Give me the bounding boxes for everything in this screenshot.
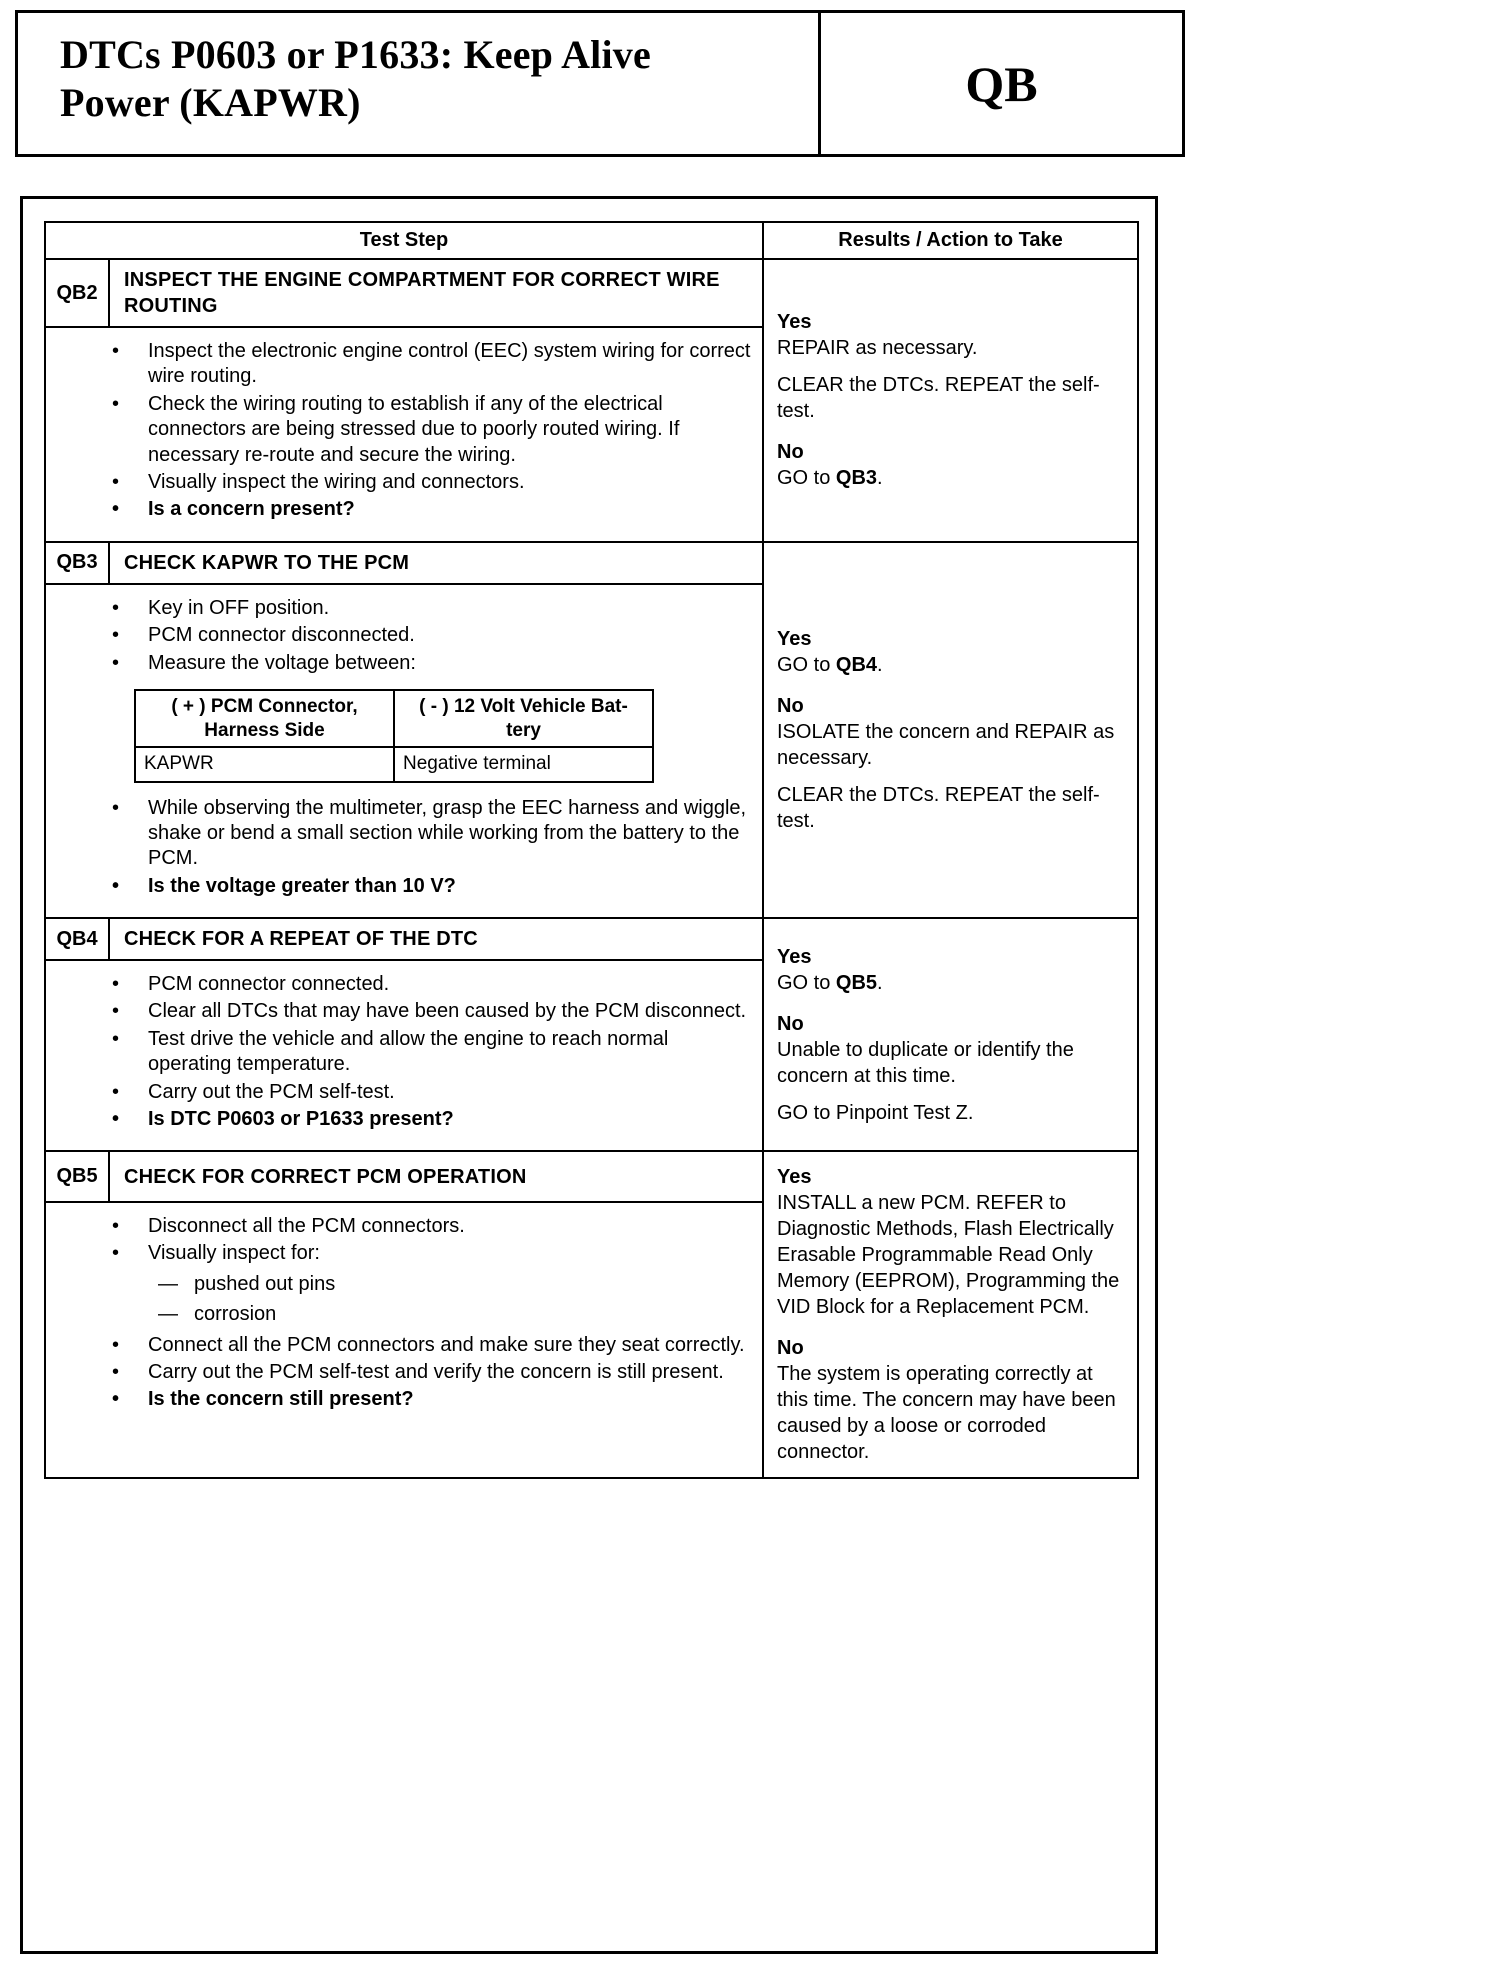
text-run: GO to bbox=[777, 467, 836, 490]
result-group bbox=[777, 309, 1127, 424]
step-title: CHECK KAPWR TO THE PCM bbox=[109, 542, 763, 584]
instruction-text: Check the wiring routing to establish if any of the electrical connectors are being stressed due to poorly routed wiring. If necessary re-route and secure the wiring. bbox=[148, 392, 680, 466]
instruction-item bbox=[112, 651, 754, 676]
result-group bbox=[777, 1335, 1127, 1465]
instruction-text: Test drive the vehicle and allow the engine to reach normal operating temperature. bbox=[148, 1027, 669, 1076]
instruction-item bbox=[112, 1214, 754, 1239]
pinpoint-test-code: QB bbox=[818, 13, 1182, 154]
instruction-text: Is the concern still present? bbox=[148, 1388, 414, 1411]
step-id: QB5 bbox=[45, 1151, 109, 1202]
instruction-item bbox=[112, 596, 754, 621]
bullet-icon: • bbox=[112, 498, 120, 521]
page-title-line1: DTCs P0603 or P1633: Keep Alive bbox=[60, 32, 651, 77]
result-label: Yes bbox=[777, 1166, 812, 1189]
instruction-item bbox=[112, 1360, 754, 1385]
instruction-text: Inspect the electronic engine control (EEC) system wiring for correct wire routing. bbox=[148, 340, 751, 388]
result-label: No bbox=[777, 1337, 804, 1360]
instruction-text: Measure the voltage between: bbox=[148, 651, 416, 674]
text-run: REPAIR as necessary. bbox=[777, 337, 978, 360]
instruction-item bbox=[112, 623, 754, 648]
step-ref: QB5 bbox=[835, 971, 878, 994]
result-group bbox=[777, 1011, 1127, 1126]
instruction-text: Carry out the PCM self-test. bbox=[148, 1080, 395, 1103]
step-header-row bbox=[45, 259, 1138, 327]
measurement-col-header: ( - ) 12 Volt Vehicle Bat- tery bbox=[394, 690, 653, 748]
instruction-text: Is the voltage greater than 10 V? bbox=[148, 874, 456, 897]
instruction-item bbox=[112, 874, 754, 899]
instruction-item bbox=[112, 1241, 754, 1266]
step-results bbox=[763, 542, 1138, 918]
content-box bbox=[20, 196, 1158, 1954]
instruction-item bbox=[112, 497, 754, 522]
bullet-icon: • bbox=[112, 1333, 120, 1356]
step-header-row bbox=[45, 542, 1138, 584]
result-label: Yes bbox=[777, 627, 812, 650]
result-group bbox=[777, 944, 1127, 996]
result-text bbox=[777, 372, 1127, 424]
instruction-text: Visually inspect the wiring and connectors. bbox=[148, 470, 525, 493]
result-text bbox=[777, 1100, 1127, 1126]
instruction-text: PCM connector disconnected. bbox=[148, 624, 415, 647]
bullet-icon: • bbox=[112, 874, 120, 897]
bullet-icon: • bbox=[112, 1108, 120, 1131]
step-title: CHECK FOR CORRECT PCM OPERATION bbox=[109, 1151, 763, 1202]
measurement-header-row bbox=[135, 690, 653, 748]
result-text bbox=[777, 970, 1127, 996]
result-label: No bbox=[777, 694, 804, 717]
step-id: QB3 bbox=[45, 542, 109, 584]
bullet-icon: • bbox=[112, 1214, 120, 1237]
bullet-icon: • bbox=[112, 1242, 120, 1265]
instruction-item bbox=[112, 470, 754, 495]
step-results bbox=[763, 918, 1138, 1151]
document-header bbox=[15, 10, 1185, 157]
result-text bbox=[777, 1190, 1127, 1320]
sub-instruction-text: pushed out pins bbox=[194, 1272, 336, 1295]
page-title bbox=[18, 13, 818, 154]
step-header-row bbox=[45, 1151, 1138, 1202]
result-label: No bbox=[777, 1012, 804, 1035]
step-id: QB2 bbox=[45, 259, 109, 327]
step-id: QB4 bbox=[45, 918, 109, 960]
result-text bbox=[777, 1361, 1127, 1465]
result-label: No bbox=[777, 441, 804, 464]
bullet-icon: • bbox=[112, 1000, 120, 1023]
sub-instruction-text: corrosion bbox=[194, 1303, 277, 1326]
result-group bbox=[777, 1164, 1127, 1320]
text-run: CLEAR the DTCs. REPEAT the self-test. bbox=[777, 374, 1100, 423]
instruction-text: Is DTC P0603 or P1633 present? bbox=[148, 1108, 454, 1131]
text-run: INSTALL a new PCM. REFER to Diagnostic Methods, Flash Electrically Erasable Programmable Read Only Memory (EEPROM), Programming the VID Block for a Replacement PCM. bbox=[777, 1192, 1120, 1319]
step-header-row bbox=[45, 918, 1138, 960]
text-run: The system is operating correctly at this time. The concern may have been caused by a loose or corroded connector. bbox=[777, 1363, 1116, 1464]
result-label: Yes bbox=[777, 311, 812, 334]
result-text bbox=[777, 652, 1127, 678]
test-steps-body bbox=[45, 259, 1138, 1478]
result-text bbox=[777, 782, 1127, 834]
bullet-icon: • bbox=[112, 1027, 120, 1050]
text-run: GO to bbox=[777, 971, 836, 994]
bullet-icon: • bbox=[112, 392, 120, 415]
step-ref: QB4 bbox=[835, 653, 878, 676]
instruction-item bbox=[112, 1333, 754, 1358]
instruction-text: Visually inspect for: bbox=[148, 1242, 320, 1265]
text-run: GO to Pinpoint Test Z. bbox=[777, 1101, 974, 1124]
instruction-item bbox=[112, 796, 754, 872]
instruction-item bbox=[112, 1080, 754, 1105]
instruction-text: Key in OFF position. bbox=[148, 596, 330, 619]
text-run: ISOLATE the concern and REPAIR as necessary. bbox=[777, 720, 1115, 769]
result-text bbox=[777, 719, 1127, 771]
page-title-line2: Power (KAPWR) bbox=[60, 80, 361, 125]
text-run: . bbox=[877, 653, 883, 676]
instruction-text: Connect all the PCM connectors and make sure they seat correctly. bbox=[148, 1333, 745, 1356]
instruction-item bbox=[112, 1107, 754, 1132]
measurement-cell: Negative terminal bbox=[394, 747, 653, 781]
bullet-icon: • bbox=[112, 1080, 120, 1103]
col-header-results: Results / Action to Take bbox=[763, 222, 1138, 259]
instruction-text: While observing the multimeter, grasp the EEC harness and wiggle, shake or bend a small section while working from the battery to the PCM. bbox=[148, 796, 747, 870]
bullet-icon: • bbox=[112, 651, 120, 674]
col-header-test-step: Test Step bbox=[45, 222, 763, 259]
text-run: . bbox=[877, 467, 883, 490]
step-title: CHECK FOR A REPEAT OF THE DTC bbox=[109, 918, 763, 960]
text-run: Unable to duplicate or identify the concern at this time. bbox=[777, 1038, 1074, 1087]
measurement-cell: KAPWR bbox=[135, 747, 394, 781]
measurement-table bbox=[134, 689, 654, 783]
bullet-icon: • bbox=[112, 624, 120, 647]
step-instructions bbox=[45, 1202, 763, 1478]
instruction-text: Carry out the PCM self-test and verify the concern is still present. bbox=[148, 1360, 724, 1383]
step-title: INSPECT THE ENGINE COMPARTMENT FOR CORRECT WIRE ROUTING bbox=[109, 259, 763, 327]
instruction-item bbox=[112, 339, 754, 390]
instruction-text: Is a concern present? bbox=[148, 498, 355, 521]
text-run: . bbox=[877, 971, 883, 994]
result-group bbox=[777, 693, 1127, 834]
instruction-item bbox=[112, 392, 754, 468]
bullet-icon: • bbox=[112, 596, 120, 619]
result-text bbox=[777, 465, 1127, 491]
bullet-icon: • bbox=[112, 1388, 120, 1411]
step-results bbox=[763, 259, 1138, 542]
sub-instruction-item bbox=[158, 1302, 754, 1327]
measurement-row bbox=[135, 747, 653, 781]
instruction-text: PCM connector connected. bbox=[148, 973, 390, 996]
bullet-icon: • bbox=[112, 1360, 120, 1383]
instruction-item bbox=[112, 1027, 754, 1078]
table-header-row bbox=[45, 222, 1138, 259]
result-label: Yes bbox=[777, 945, 812, 968]
result-group bbox=[777, 626, 1127, 678]
sub-instruction-item bbox=[158, 1272, 754, 1297]
step-instructions bbox=[45, 960, 763, 1151]
instruction-item bbox=[112, 972, 754, 997]
instruction-text: Disconnect all the PCM connectors. bbox=[148, 1214, 465, 1237]
result-group bbox=[777, 439, 1127, 491]
step-instructions bbox=[45, 584, 763, 918]
bullet-icon: • bbox=[112, 796, 120, 819]
step-instructions bbox=[45, 327, 763, 542]
dash-icon: — bbox=[158, 1303, 178, 1326]
step-ref: QB3 bbox=[835, 467, 878, 490]
bullet-icon: • bbox=[112, 973, 120, 996]
measurement-col-header: ( + ) PCM Connector, Harness Side bbox=[135, 690, 394, 748]
result-text bbox=[777, 335, 1127, 361]
test-table bbox=[44, 221, 1139, 1479]
dash-icon: — bbox=[158, 1272, 178, 1295]
text-run: CLEAR the DTCs. REPEAT the self-test. bbox=[777, 783, 1100, 832]
text-run: GO to bbox=[777, 653, 836, 676]
instruction-text: Clear all DTCs that may have been caused by the PCM disconnect. bbox=[148, 1000, 747, 1023]
bullet-icon: • bbox=[112, 340, 120, 362]
instruction-item bbox=[112, 1387, 754, 1412]
instruction-item bbox=[112, 999, 754, 1024]
result-text bbox=[777, 1037, 1127, 1089]
step-results bbox=[763, 1151, 1138, 1478]
bullet-icon: • bbox=[112, 470, 120, 493]
